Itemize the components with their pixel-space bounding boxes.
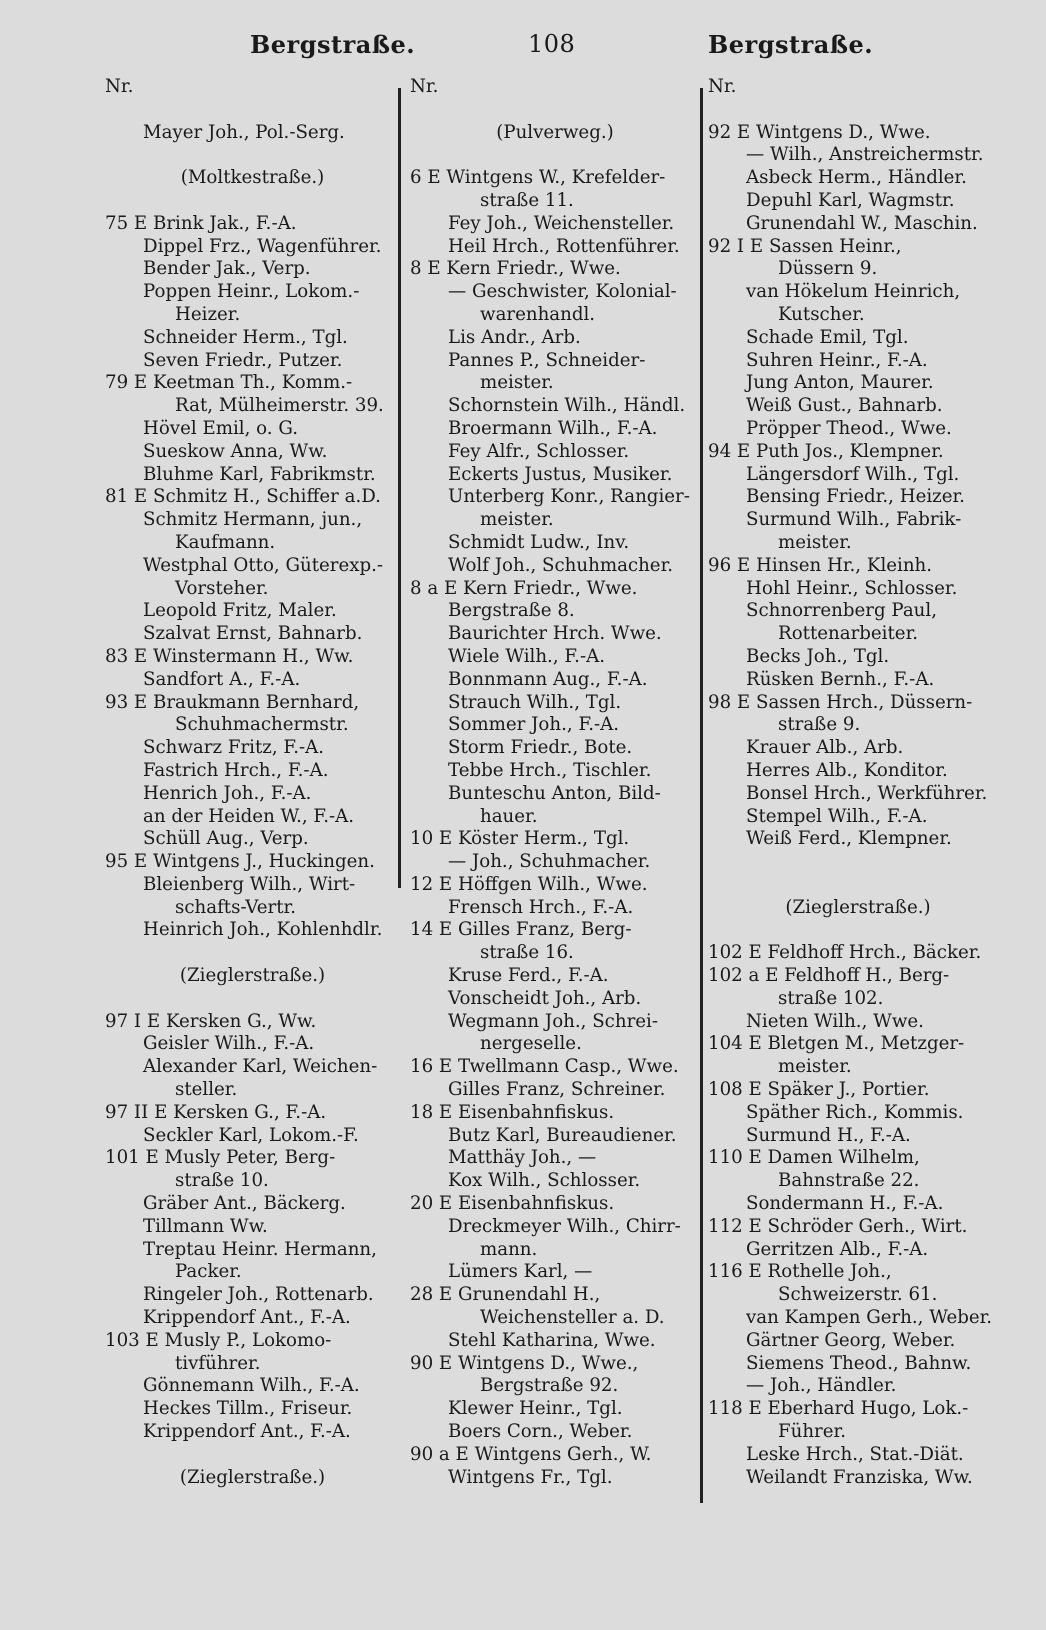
directory-line: meister. xyxy=(480,509,554,531)
directory-line: Leopold Fritz, Maler. xyxy=(143,600,337,622)
directory-line: Treptau Heinr. Hermann, xyxy=(143,1238,377,1260)
directory-line: Wolf Joh., Schuhmacher. xyxy=(448,554,674,576)
column-divider-2 xyxy=(700,88,703,1503)
directory-line: Gerritzen Alb., F.-A. xyxy=(746,1238,929,1260)
directory-line: straße 11. xyxy=(480,189,574,211)
directory-line: Nr. xyxy=(410,76,439,97)
directory-line: Nieten Wilh., Wwe. xyxy=(746,1010,924,1032)
column-right xyxy=(708,76,1008,1489)
directory-line: Schade Emil, Tgl. xyxy=(746,326,909,348)
directory-line: Henrich Joh., F.-A. xyxy=(143,782,312,804)
directory-line: Gönnemann Wilh., F.-A. xyxy=(143,1375,360,1397)
directory-line: 103 E Musly P., Lokomo- xyxy=(105,1329,332,1351)
directory-line: Krippendorf Ant., F.-A. xyxy=(143,1421,351,1443)
directory-line: straße 9. xyxy=(778,714,861,736)
directory-line: Bunteschu Anton, Bild- xyxy=(448,782,661,804)
directory-line: Boers Corn., Weber. xyxy=(448,1421,633,1443)
directory-line: Bahnstraße 22. xyxy=(778,1170,920,1192)
directory-line: 12 E Höffgen Wilh., Wwe. xyxy=(410,873,648,895)
directory-line: Pannes P., Schneider- xyxy=(448,349,646,371)
directory-line: Fey Joh., Weichensteller. xyxy=(448,212,675,234)
directory-line: hauer. xyxy=(480,805,538,827)
directory-line: 102 E Feldhoff Hrch., Bäcker. xyxy=(708,942,982,964)
directory-line: 94 E Puth Jos., Klempner. xyxy=(708,440,944,462)
directory-line: Schweizerstr. 61. xyxy=(778,1284,938,1306)
directory-line: Packer. xyxy=(175,1261,242,1283)
directory-line: 18 E Eisenbahnfiskus. xyxy=(410,1101,615,1123)
directory-line: 97 II E Kersken G., F.-A. xyxy=(105,1101,327,1123)
directory-line: Kruse Ferd., F.-A. xyxy=(448,965,609,987)
directory-line: Sueskow Anna, Ww. xyxy=(143,440,328,462)
directory-line xyxy=(105,988,400,1011)
directory-line: Fastrich Hrch., F.-A. xyxy=(143,759,329,781)
directory-line: Fey Alfr., Schlosser. xyxy=(448,440,630,462)
directory-line: Gräber Ant., Bäckerg. xyxy=(143,1193,346,1215)
directory-line: Schwarz Fritz, F.-A. xyxy=(143,737,325,759)
directory-line xyxy=(105,144,400,167)
directory-line xyxy=(105,190,400,213)
directory-line: — Geschwister, Kolonial- xyxy=(448,281,677,303)
directory-line: Leske Hrch., Stat.-Diät. xyxy=(746,1443,964,1465)
directory-line: Wegmann Joh., Schrei- xyxy=(448,1010,658,1032)
directory-line: 83 E Winstermann H., Ww. xyxy=(105,645,354,667)
directory-line: Späther Rich., Kommis. xyxy=(746,1101,964,1123)
directory-line: an der Heiden W., F.-A. xyxy=(143,805,355,827)
directory-line: Schornstein Wilh., Händl. xyxy=(448,395,686,417)
directory-line: Weichensteller a. D. xyxy=(480,1307,665,1329)
column-left xyxy=(105,76,400,1489)
directory-line: Herres Alb., Konditor. xyxy=(746,759,948,781)
directory-line: Sommer Joh., F.-A. xyxy=(448,714,620,736)
directory-line: Frensch Hrch., F.-A. xyxy=(448,896,634,918)
column-middle xyxy=(410,76,700,1489)
directory-line: Wintgens Fr., Tgl. xyxy=(448,1466,613,1488)
directory-line: Surmund Wilh., Fabrik- xyxy=(746,509,962,531)
directory-line: Nr. xyxy=(708,76,737,97)
directory-line: 118 E Eberhard Hugo, Lok.- xyxy=(708,1398,969,1420)
directory-line: 79 E Keetman Th., Komm.- xyxy=(105,372,353,394)
directory-line: — Joh., Schuhmacher. xyxy=(448,851,651,873)
directory-line: Asbeck Herm., Händler. xyxy=(746,167,967,189)
directory-line: Eckerts Justus, Musiker. xyxy=(448,463,673,485)
directory-line: 97 I E Kersken G., Ww. xyxy=(105,1010,317,1032)
directory-line xyxy=(708,919,1008,942)
directory-line: 8 E Kern Friedr., Wwe. xyxy=(410,258,621,280)
directory-line: Krippendorf Ant., F.-A. xyxy=(143,1307,351,1329)
directory-line: Suhren Heinr., F.-A. xyxy=(746,349,928,371)
directory-line: Matthäy Joh., — xyxy=(448,1147,597,1169)
directory-line: van Hökelum Heinrich, xyxy=(746,281,961,303)
directory-line: Bluhme Karl, Fabrikmstr. xyxy=(143,463,376,485)
directory-line: Szalvat Ernst, Bahnarb. xyxy=(143,623,363,645)
directory-line: Tebbe Hrch., Tischler. xyxy=(448,759,652,781)
directory-line: 20 E Eisenbahnfiskus. xyxy=(410,1193,615,1215)
directory-line: Alexander Karl, Weichen- xyxy=(143,1056,378,1078)
directory-line: 101 E Musly Peter, Berg- xyxy=(105,1147,336,1169)
directory-line: Stehl Katharina, Wwe. xyxy=(448,1329,656,1351)
directory-line: Weiß Gust., Bahnarb. xyxy=(746,395,943,417)
directory-line: Ringeler Joh., Rottenarb. xyxy=(143,1284,374,1306)
directory-line: Weilandt Franziska, Ww. xyxy=(746,1466,973,1488)
directory-line: Düssern 9. xyxy=(778,258,878,280)
directory-line: Bender Jak., Verp. xyxy=(143,258,311,280)
directory-line: Geisler Wilh., F.-A. xyxy=(143,1033,315,1055)
page-number: 108 xyxy=(528,30,576,58)
directory-line: Vorsteher. xyxy=(175,577,269,599)
street-heading: (Moltkestraße.) xyxy=(180,167,325,189)
directory-line: mann. xyxy=(480,1238,538,1260)
directory-line: meister. xyxy=(480,372,554,394)
directory-line: Rat, Mülheimerstr. 39. xyxy=(175,395,384,417)
directory-line: nergeselle. xyxy=(480,1033,582,1055)
directory-line: Pröpper Theod., Wwe. xyxy=(746,417,952,439)
directory-line: Schmidt Ludw., Inv. xyxy=(448,531,630,553)
directory-line: 102 a E Feldhoff H., Berg- xyxy=(708,965,950,987)
directory-line: Schuhmachermstr. xyxy=(175,714,349,736)
directory-line: Dippel Frz., Wagenführer. xyxy=(143,235,382,257)
directory-line: Stempel Wilh., F.-A. xyxy=(746,805,928,827)
directory-line: Baurichter Hrch. Wwe. xyxy=(448,623,662,645)
directory-line: Seven Friedr., Putzer. xyxy=(143,349,343,371)
directory-line: Heil Hrch., Rottenführer. xyxy=(448,235,680,257)
directory-line: Wiele Wilh., F.-A. xyxy=(448,645,606,667)
directory-line: Lümers Karl, — xyxy=(448,1261,593,1283)
directory-line: 90 a E Wintgens Gerh., W. xyxy=(410,1443,652,1465)
directory-line: Bonnmann Aug., F.-A. xyxy=(448,668,648,690)
directory-line: Schneider Herm., Tgl. xyxy=(143,326,348,348)
directory-line: tivführer. xyxy=(175,1352,261,1374)
directory-line: 8 a E Kern Friedr., Wwe. xyxy=(410,577,638,599)
directory-line xyxy=(708,851,1008,874)
directory-line: Vonscheidt Joh., Arb. xyxy=(448,987,642,1009)
directory-line: — Joh., Händler. xyxy=(746,1375,897,1397)
directory-line: Unterberg Konr., Rangier- xyxy=(448,486,690,508)
directory-line: 14 E Gilles Franz, Berg- xyxy=(410,919,632,941)
directory-line: meister. xyxy=(778,531,852,553)
directory-line: Rüsken Bernh., F.-A. xyxy=(746,668,935,690)
directory-line xyxy=(105,942,400,965)
directory-line: Butz Karl, Bureaudiener. xyxy=(448,1124,677,1146)
directory-line: — Wilh., Anstreichermstr. xyxy=(746,144,984,166)
directory-line: 6 E Wintgens W., Krefelder- xyxy=(410,167,666,189)
directory-line: Klewer Heinr., Tgl. xyxy=(448,1398,623,1420)
directory-line: Storm Friedr., Bote. xyxy=(448,737,633,759)
directory-line xyxy=(410,144,700,167)
directory-line: 108 E Späker J., Portier. xyxy=(708,1079,930,1101)
directory-line: Becks Joh., Tgl. xyxy=(746,645,890,667)
directory-line xyxy=(105,99,400,122)
directory-line: Schnorrenberg Paul, xyxy=(746,600,937,622)
directory-line: straße 102. xyxy=(778,987,884,1009)
directory-line: Poppen Heinr., Lokom.- xyxy=(143,281,360,303)
directory-line: 116 E Rothelle Joh., xyxy=(708,1261,892,1283)
directory-line: 10 E Köster Herm., Tgl. xyxy=(410,828,630,850)
directory-line: Bensing Friedr., Heizer. xyxy=(746,486,965,508)
directory-line: Sandfort A., F.-A. xyxy=(143,668,301,690)
directory-line: straße 10. xyxy=(175,1170,269,1192)
directory-line: warenhandl. xyxy=(480,303,596,325)
directory-line: Bergstraße 92. xyxy=(480,1375,619,1397)
directory-line: Weiß Ferd., Klempner. xyxy=(746,828,952,850)
directory-line: Kox Wilh., Schlosser. xyxy=(448,1170,641,1192)
directory-line: Sondermann H., F.-A. xyxy=(746,1193,944,1215)
directory-line: 90 E Wintgens D., Wwe., xyxy=(410,1352,639,1374)
directory-line xyxy=(708,99,1008,122)
street-heading: (Zieglerstraße.) xyxy=(785,896,931,918)
directory-line: Strauch Wilh., Tgl. xyxy=(448,691,622,713)
directory-line: Bergstraße 8. xyxy=(448,600,575,622)
directory-line: Hövel Emil, o. G. xyxy=(143,417,299,439)
directory-line: steller. xyxy=(175,1079,238,1101)
directory-line: Tillmann Ww. xyxy=(143,1215,268,1237)
directory-line: 92 E Wintgens D., Wwe. xyxy=(708,121,931,143)
directory-line: Depuhl Karl, Wagmstr. xyxy=(746,189,955,211)
directory-line: Bonsel Hrch., Werkführer. xyxy=(746,782,988,804)
directory-line: Grunendahl W., Maschin. xyxy=(746,212,978,234)
directory-line: 104 E Bletgen M., Metzger- xyxy=(708,1033,965,1055)
directory-line: 81 E Schmitz H., Schiffer a.D. xyxy=(105,486,381,508)
directory-line: straße 16. xyxy=(480,942,574,964)
directory-line: Dreckmeyer Wilh., Chirr- xyxy=(448,1215,681,1237)
directory-line: Lis Andr., Arb. xyxy=(448,326,581,348)
directory-line: Heizer. xyxy=(175,303,241,325)
directory-line: 110 E Damen Wilhelm, xyxy=(708,1147,920,1169)
directory-line xyxy=(105,1444,400,1467)
street-heading: (Zieglerstraße.) xyxy=(179,1466,326,1488)
directory-line: Heinrich Joh., Kohlenhdlr. xyxy=(143,919,383,941)
street-heading: (Pulverweg.) xyxy=(496,121,614,143)
directory-line: Surmund H., F.-A. xyxy=(746,1124,911,1146)
header-right-street: Bergstraße. xyxy=(708,30,874,59)
directory-line: 93 E Braukmann Bernhard, xyxy=(105,691,360,713)
directory-line: Broermann Wilh., F.-A. xyxy=(448,417,658,439)
directory-line: Siemens Theod., Bahnw. xyxy=(746,1352,972,1374)
directory-line: 96 E Hinsen Hr., Kleinh. xyxy=(708,554,933,576)
directory-line: 75 E Brink Jak., F.-A. xyxy=(105,212,297,234)
directory-line: 112 E Schröder Gerh., Wirt. xyxy=(708,1215,968,1237)
directory-line: Krauer Alb., Arb. xyxy=(746,737,904,759)
directory-line: Seckler Karl, Lokom.-F. xyxy=(143,1124,359,1146)
directory-line: Führer. xyxy=(778,1421,846,1443)
directory-line: Hohl Heinr., Schlosser. xyxy=(746,577,958,599)
directory-line: 28 E Grunendahl H., xyxy=(410,1284,601,1306)
directory-line: Schmitz Hermann, jun., xyxy=(143,509,363,531)
directory-line: Heckes Tillm., Friseur. xyxy=(143,1398,353,1420)
directory-line xyxy=(708,874,1008,897)
directory-line: 92 I E Sassen Heinr., xyxy=(708,235,902,257)
street-heading: (Zieglerstraße.) xyxy=(179,965,326,987)
directory-line: Gärtner Georg, Weber. xyxy=(746,1329,956,1351)
directory-line xyxy=(410,99,700,122)
directory-line: Nr. xyxy=(105,76,134,97)
header-left-street: Bergstraße. xyxy=(250,30,416,59)
directory-line: meister. xyxy=(778,1056,852,1078)
directory-line: Jung Anton, Maurer. xyxy=(746,372,934,394)
directory-line: Mayer Joh., Pol.-Serg. xyxy=(143,121,345,143)
directory-line: Bleienberg Wilh., Wirt- xyxy=(143,873,356,895)
directory-line: Längersdorf Wilh., Tgl. xyxy=(746,463,960,485)
directory-line: Schüll Aug., Verp. xyxy=(143,828,309,850)
directory-line: Kaufmann. xyxy=(175,531,276,553)
directory-line: 98 E Sassen Hrch., Düssern- xyxy=(708,691,973,713)
directory-line: 16 E Twellmann Casp., Wwe. xyxy=(410,1056,679,1078)
directory-line: Kutscher. xyxy=(778,303,865,325)
directory-line: schafts-Vertr. xyxy=(175,896,296,918)
directory-line: Westphal Otto, Güterexp.- xyxy=(143,554,384,576)
directory-line: 95 E Wintgens J., Huckingen. xyxy=(105,851,375,873)
directory-line: Gilles Franz, Schreiner. xyxy=(448,1079,666,1101)
directory-line: van Kampen Gerh., Weber. xyxy=(746,1307,993,1329)
directory-line: Rottenarbeiter. xyxy=(778,623,919,645)
